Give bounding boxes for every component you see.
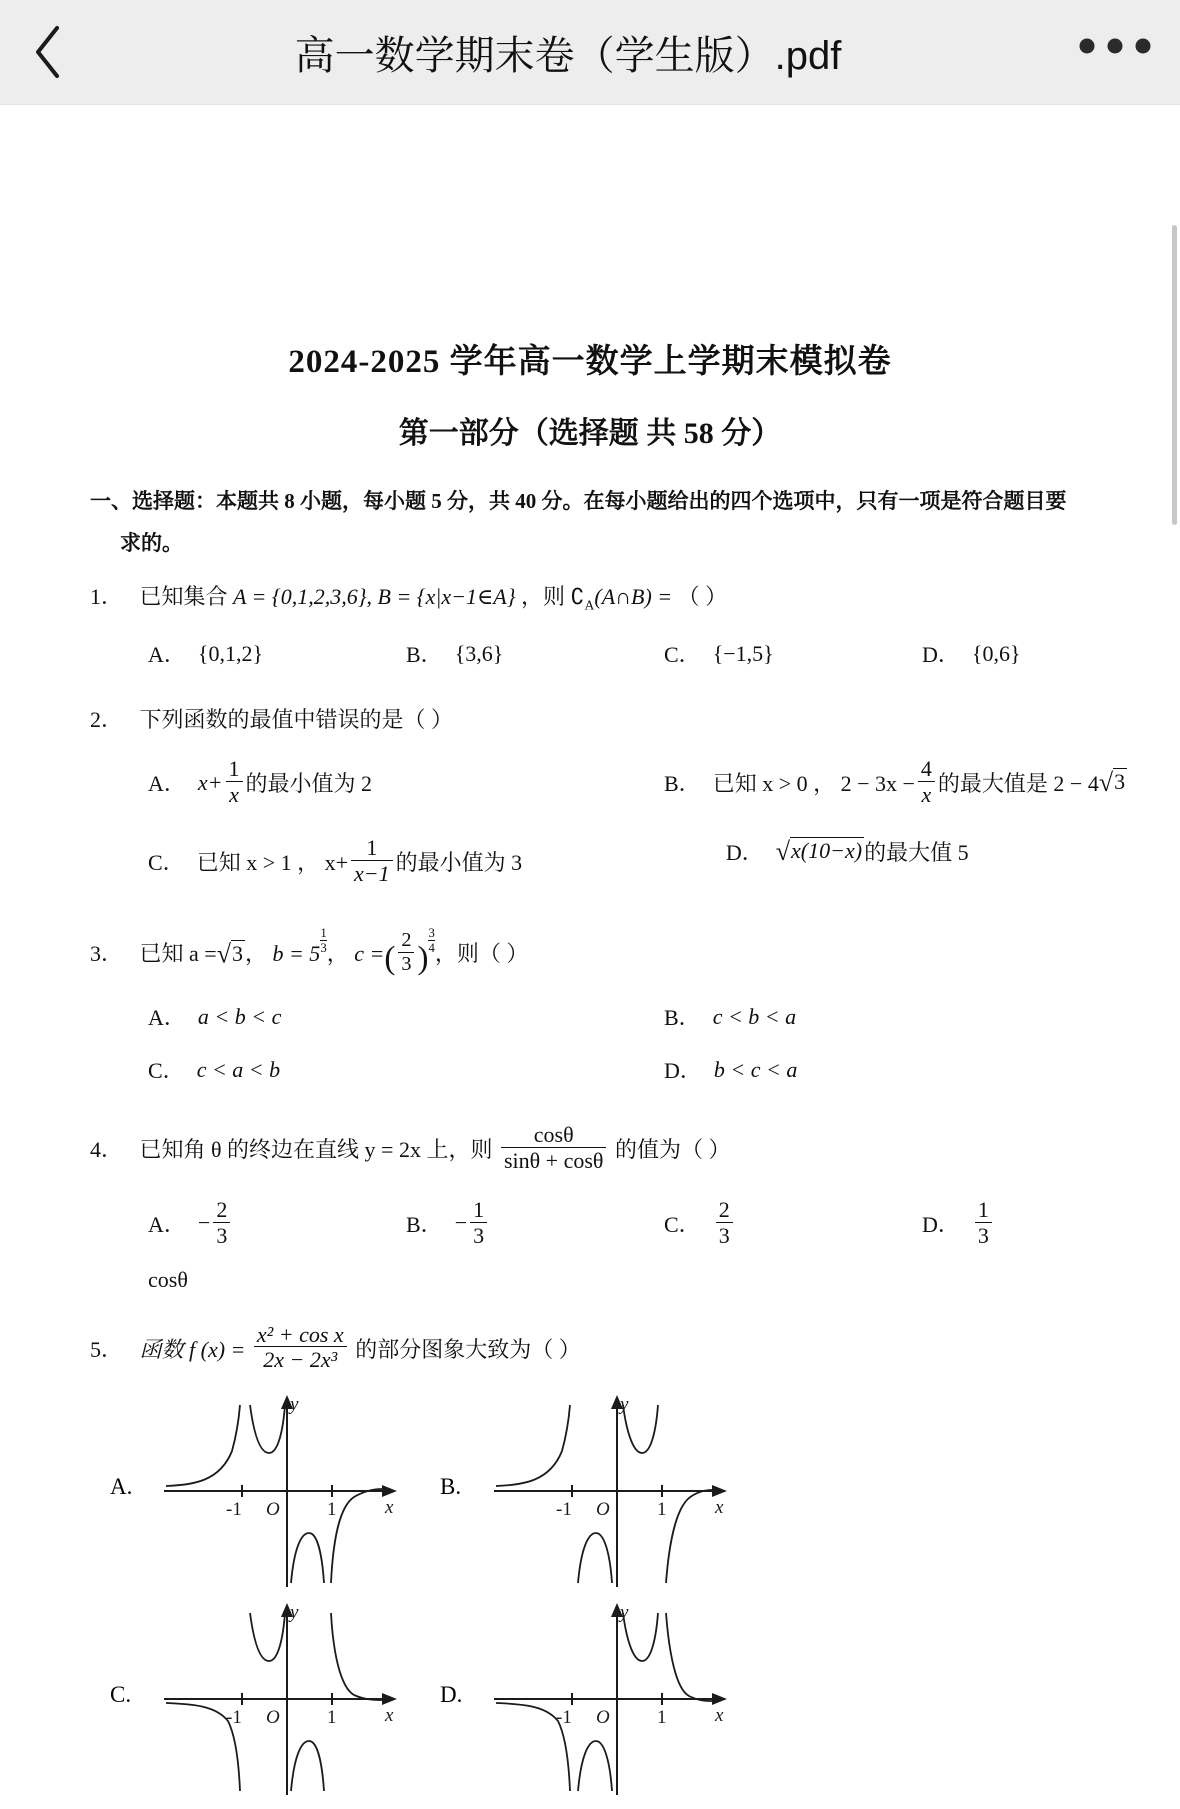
option-1-d-text: {0,6}	[971, 640, 1021, 666]
question-3	[0, 927, 1180, 977]
option-2-a-tail: 的最小值为 2	[245, 771, 373, 797]
question-4-options	[0, 1198, 1180, 1249]
option-4-b-fraction	[470, 1198, 487, 1249]
option-3-a-text: a < b < c	[197, 1003, 282, 1029]
option-4-d-numerator: 1	[977, 1196, 989, 1222]
graph-option-d-label: D.	[440, 1682, 463, 1708]
option-4-a-label: A．	[148, 1211, 186, 1237]
q3-sqrt: √3	[216, 939, 243, 969]
question-5-graph-options	[0, 1387, 1180, 1803]
option-2-b-radicand: 3	[1114, 769, 1126, 795]
pdf-page-viewport[interactable]	[0, 105, 1180, 1809]
option-2-d-radicand: x(10−x)	[791, 838, 863, 864]
svg-text:x: x	[385, 1497, 394, 1519]
option-1-d-label: D．	[922, 642, 960, 668]
option-1-c-label: C．	[664, 642, 701, 668]
svg-text:-1: -1	[556, 1707, 572, 1729]
question-5-stem	[139, 1321, 581, 1373]
question-2-number: 2．	[90, 707, 124, 733]
option-4-b[interactable]	[406, 1198, 664, 1249]
q4-stem-lead: 已知角 θ 的终边在直线 y = 2x 上，则	[139, 1137, 493, 1163]
instructions-line-2: 求的。	[120, 531, 183, 555]
option-4-a-denominator: 3	[213, 1222, 230, 1249]
exam-title: 2024-2025 学年高一数学上学期末模拟卷	[288, 344, 892, 380]
pdf-page-content	[0, 105, 1180, 1803]
option-1-c[interactable]	[664, 638, 922, 669]
question-5-number: 5．	[90, 1336, 124, 1362]
option-2-c-fraction	[351, 836, 393, 887]
option-2-b[interactable]	[664, 757, 1180, 808]
question-2-options	[0, 757, 1180, 886]
option-4-a-sign: −	[197, 1210, 211, 1236]
option-1-a-text: {0,1,2}	[197, 640, 264, 666]
q3-stem-end: ，则（ ）	[434, 940, 529, 966]
option-2-d[interactable]	[726, 836, 1180, 867]
option-2-c-tail: 的最小值为 3	[395, 849, 523, 875]
question-4-number: 4．	[90, 1137, 124, 1163]
option-1-c-text: {−1,5}	[712, 640, 774, 666]
option-2-b-denominator: x	[921, 782, 932, 808]
svg-text:O: O	[266, 1707, 280, 1729]
option-2-b-numerator: 4	[920, 756, 932, 782]
option-3-d-label: D．	[664, 1058, 702, 1084]
graph-option-a[interactable]	[110, 1387, 440, 1595]
option-2-c[interactable]	[148, 836, 726, 887]
option-3-a-label: A．	[148, 1005, 186, 1031]
q3-b-exponent	[320, 927, 326, 955]
svg-text:x: x	[385, 1705, 394, 1727]
option-1-b[interactable]	[406, 638, 664, 669]
option-4-d-label: D．	[922, 1211, 960, 1237]
q3-c-exp-den: 4	[428, 941, 435, 956]
question-4	[0, 1123, 1180, 1174]
option-3-c-label: C．	[148, 1058, 185, 1084]
option-4-b-denominator: 3	[470, 1222, 487, 1249]
option-2-a-label: A．	[148, 771, 186, 797]
option-4-a[interactable]	[148, 1198, 406, 1249]
app-header	[0, 0, 1180, 105]
instructions-line-1: 一、选择题：本题共 8 小题，每小题 5 分，共 40 分。在每小题给出的四个选项中，只有一项是符合题目要	[90, 489, 1067, 513]
svg-text:y: y	[620, 1602, 629, 1624]
q5-numerator: x² + cos x	[256, 1321, 344, 1347]
option-2-d-tail: 的最大值 5	[864, 840, 969, 866]
option-3-b[interactable]	[664, 1001, 1180, 1032]
option-3-b-label: B．	[664, 1005, 701, 1031]
option-2-a-lead: x+	[197, 769, 223, 795]
option-3-c-text: c < a < b	[196, 1056, 281, 1082]
q5-stem-tail: 的部分图象大致为（ ）	[355, 1336, 581, 1362]
graph-option-c[interactable]	[110, 1595, 440, 1803]
q3-stem-lead: 已知 a =	[139, 940, 217, 966]
section-instructions	[90, 480, 1090, 564]
exam-subtitle: 第一部分（选择题 共 58 分）	[398, 417, 782, 450]
option-4-d-denominator: 3	[975, 1222, 992, 1249]
svg-text:O: O	[266, 1499, 280, 1521]
q1-complement-arg: (A∩B) =	[594, 584, 673, 609]
vertical-scrollbar[interactable]	[1172, 225, 1177, 525]
option-2-c-numerator: 1	[366, 835, 378, 861]
svg-text:x: x	[715, 1705, 724, 1727]
option-3-d-text: b < c < a	[713, 1056, 798, 1082]
question-1-options	[0, 638, 1180, 669]
stray-cos-theta-text: cosθ	[148, 1266, 188, 1292]
option-3-b-text: c < b < a	[712, 1003, 797, 1029]
q1-complement-subscript: A	[584, 597, 595, 613]
option-3-a[interactable]	[148, 1001, 664, 1032]
option-4-b-label: B．	[406, 1211, 443, 1237]
question-3-stem: 已知 a =√3， b = 5 $\frac{1}{3}$ ， c =( $\frac{2}{3}$ ) $\frac{3}{4}$ ，则（ ）	[139, 925, 529, 976]
q5-stem-lead: 函数 f (x) =	[139, 1336, 246, 1362]
q3-c-base-den: 3	[398, 952, 414, 977]
question-2	[0, 703, 1180, 737]
option-1-b-label: B．	[406, 642, 443, 668]
svg-text:-1: -1	[226, 1707, 242, 1729]
option-2-c-label: C．	[148, 849, 185, 875]
option-4-a-numerator: 2	[216, 1196, 228, 1222]
graph-option-b[interactable]	[440, 1387, 770, 1595]
svg-text:1: 1	[657, 1707, 667, 1729]
svg-text:-1: -1	[226, 1499, 242, 1521]
option-4-c-denominator: 3	[716, 1222, 733, 1249]
graph-d-plot	[484, 1599, 734, 1799]
q1-complement-symbol: ∁	[570, 584, 585, 609]
option-3-c[interactable]	[148, 1054, 664, 1085]
graph-option-b-label: B.	[440, 1474, 462, 1500]
question-5	[0, 1323, 1180, 1374]
option-2-b-fraction	[918, 757, 935, 808]
q4-stem-tail: 的值为（ ）	[614, 1137, 731, 1163]
graph-c-plot	[154, 1599, 404, 1799]
q3-c-value: c =	[354, 940, 385, 966]
q1-set-b: B = {x|x−1∈A}	[377, 584, 516, 609]
option-4-b-numerator: 1	[473, 1196, 485, 1222]
q3-radicand: 3	[231, 940, 243, 966]
option-2-c-denominator: x−1	[354, 860, 390, 886]
question-2-stem: 下列函数的最值中错误的是（ ）	[139, 707, 454, 733]
graph-b-plot	[484, 1391, 734, 1591]
svg-text:1: 1	[327, 1499, 337, 1521]
document-title: 高一数学期末卷（学生版）.pdf	[294, 33, 842, 78]
graph-a-plot	[154, 1391, 404, 1591]
option-2-a-numerator: 1	[228, 756, 240, 782]
option-4-c-label: C．	[664, 1211, 701, 1237]
option-1-d[interactable]	[922, 638, 1180, 669]
option-4-c[interactable]	[664, 1198, 922, 1249]
svg-text:y: y	[620, 1394, 629, 1416]
q5-fraction	[254, 1323, 347, 1374]
option-1-a-label: A．	[148, 642, 186, 668]
ellipsis-icon	[1078, 27, 1152, 56]
svg-text:x: x	[715, 1497, 724, 1519]
option-2-a-fraction	[226, 757, 243, 808]
q3-b-exp-num: 1	[320, 925, 327, 940]
q1-stem-lead: 已知集合	[139, 584, 228, 609]
option-4-d[interactable]	[922, 1198, 1180, 1249]
option-1-b-text: {3,6}	[454, 640, 504, 666]
svg-text:y: y	[290, 1394, 299, 1416]
q3-c-exp-num: 3	[428, 925, 435, 940]
option-2-a-denominator: x	[229, 782, 239, 808]
option-4-c-numerator: 2	[718, 1196, 730, 1222]
svg-text:O: O	[596, 1707, 610, 1729]
option-2-b-lead: 已知 x > 0 ， 2 − 3x −	[712, 771, 915, 797]
question-3-options	[0, 1001, 1180, 1085]
chevron-left-icon	[31, 24, 65, 80]
svg-text:y: y	[290, 1602, 299, 1624]
svg-text:1: 1	[657, 1499, 667, 1521]
option-2-b-sqrt: √3	[1098, 767, 1126, 797]
q4-fraction	[501, 1123, 606, 1174]
q3-c-base-fraction	[398, 930, 414, 977]
svg-text:1: 1	[327, 1707, 337, 1729]
q1-set-a: A = {0,1,2,3,6}	[233, 584, 367, 609]
back-button[interactable]	[0, 0, 96, 104]
option-4-a-fraction	[213, 1198, 230, 1249]
q4-denominator: sinθ + cosθ	[501, 1147, 606, 1174]
q3-c-base-num: 2	[401, 929, 412, 952]
q5-denominator: 2x − 2x³	[263, 1347, 338, 1373]
graph-option-a-label: A.	[110, 1474, 133, 1500]
option-2-a[interactable]	[148, 757, 664, 808]
option-2-b-tail: 的最大值是 2 − 4	[937, 771, 1099, 797]
graph-option-d[interactable]	[440, 1595, 770, 1803]
q3-b-value: b = 5	[272, 940, 321, 966]
q1-stem-end: （ ）	[677, 584, 728, 609]
option-4-c-fraction	[716, 1198, 733, 1249]
q1-stem-tail: ，则	[521, 584, 566, 609]
question-1-stem: 已知集合 A = {0,1,2,3,6}, B = {x|x−1∈A} ，则 $∁_A(A\cap B)$ = （ ）	[139, 584, 728, 613]
q4-numerator: cosθ	[533, 1122, 574, 1148]
question-3-number: 3．	[90, 940, 124, 966]
more-options-button[interactable]	[1050, 0, 1180, 104]
svg-text:O: O	[596, 1499, 610, 1521]
option-2-d-sqrt: √x(10−x)	[775, 836, 863, 866]
graph-option-c-label: C.	[110, 1682, 132, 1708]
option-2-c-lead: 已知 x > 1 ， x+	[196, 849, 349, 875]
question-1	[0, 580, 1180, 622]
option-3-d[interactable]	[664, 1054, 1180, 1085]
option-2-d-label: D．	[725, 840, 764, 866]
q3-b-exp-den: 3	[320, 941, 327, 956]
option-4-b-sign: −	[454, 1210, 468, 1236]
question-1-number: 1．	[90, 584, 124, 609]
option-2-b-label: B．	[664, 771, 701, 797]
svg-text:-1: -1	[556, 1499, 572, 1521]
option-1-a[interactable]	[148, 638, 406, 669]
option-4-d-fraction	[975, 1198, 992, 1249]
